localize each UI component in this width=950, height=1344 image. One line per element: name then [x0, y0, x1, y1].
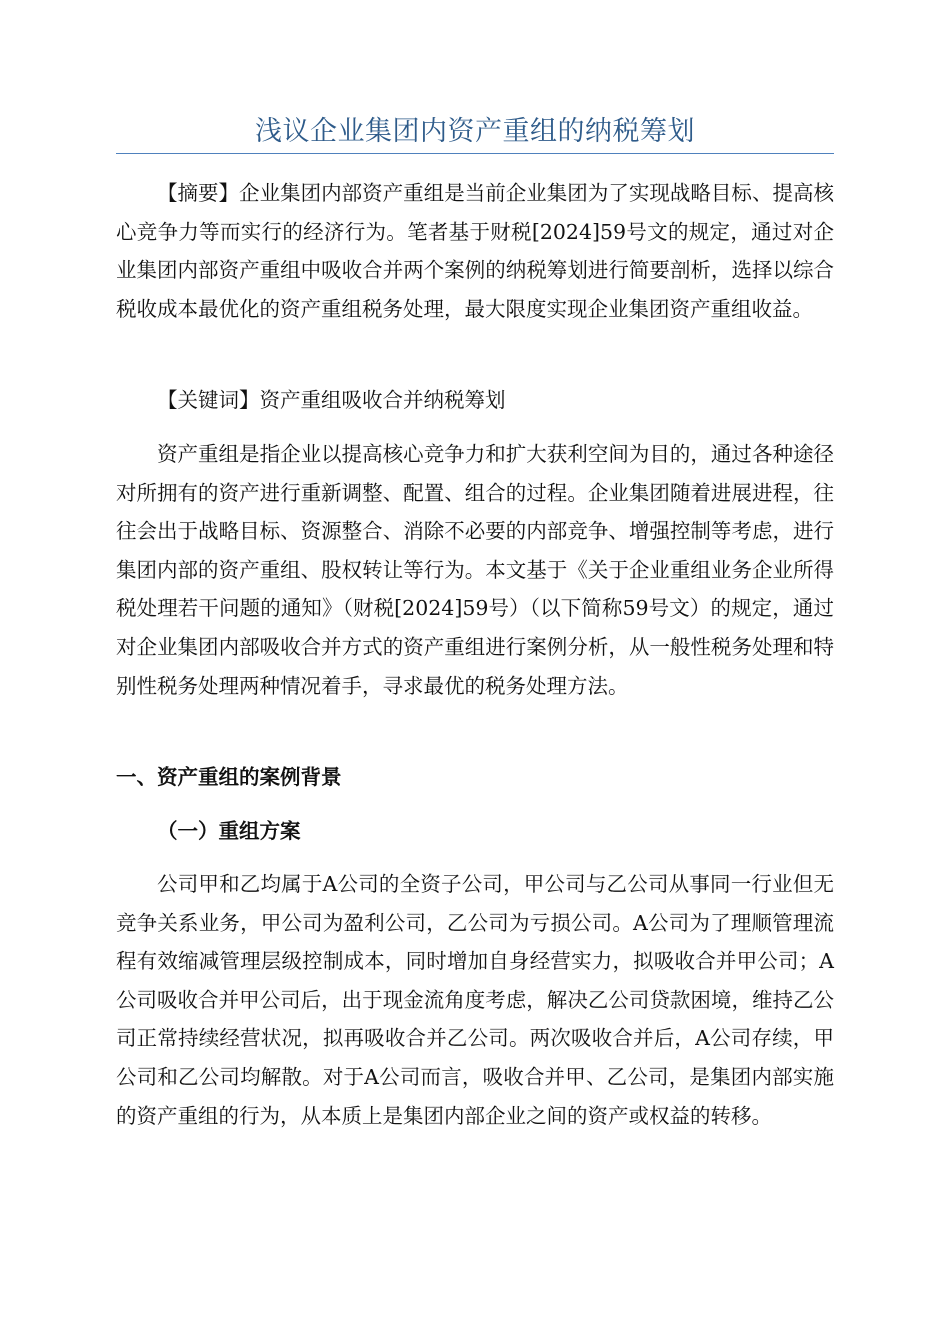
abstract-paragraph: 【摘要】企业集团内部资产重组是当前企业集团为了实现战略目标、提高核心竞争力等而实行的经济行为。笔者基于财税[2024]59号文的规定，通过对企业集团内部资产重组中吸收合并两个案例的纳税筹划进行简要剖析，选择以综合税收成本最优化的资产重组税务处理，最大限度实现企业集团资产重组收益。 — [116, 181, 834, 321]
document-title: 浅议企业集团内资产重组的纳税筹划 — [255, 116, 695, 147]
section-heading: 一、资产重组的案例背景 — [116, 765, 342, 789]
intro-paragraph: 资产重组是指企业以提高核心竞争力和扩大获利空间为目的，通过各种途径对所拥有的资产进行重新调整、配置、组合的过程。企业集团随着进展进程，往往会出于战略目标、资源整合、消除不必要的内部竞争、增强控制等考虑，进行集团内部的资产重组、股权转让等行为。本文基于《关于企业重组业务企业所得税处理若干问题的通知》（财税[2024]59号）（以下简称59号文）的规定，通过对企业集团内部吸收合并方式的资产重组进行案例分析，从一般性税务处理和特别性税务处理两种情况着手，寻求最优的税务处理方法。 — [116, 442, 834, 698]
title-underline — [116, 153, 834, 154]
case-paragraph: 公司甲和乙均属于A公司的全资子公司，甲公司与乙公司从事同一行业但无竞争关系业务，甲公司为盈利公司，乙公司为亏损公司。A公司为了理顺管理流程有效缩减管理层级控制成本，同时增加自身经营实力，拟吸收合并甲公司；A公司吸收合并甲公司后，出于现金流角度考虑，解决乙公司贷款困境，维持乙公司正常持续经营状况，拟再吸收合并乙公司。两次吸收合并后，A公司存续，甲公司和乙公司均解散。对于A公司而言，吸收合并甲、乙公司，是集团内部实施的资产重组的行为，从本质上是集团内部企业之间的资产或权益的转移。 — [116, 872, 834, 1128]
subsection-heading: （一）重组方案 — [157, 819, 301, 843]
keywords-paragraph: 【关键词】资产重组吸收合并纳税筹划 — [157, 388, 506, 412]
